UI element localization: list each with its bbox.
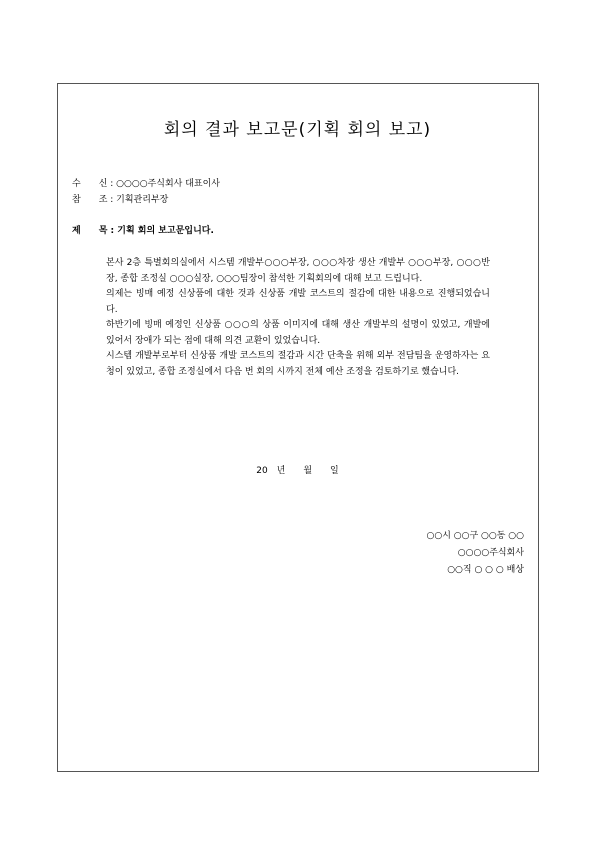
subject-value: 기획 회의 보고문입니다. — [117, 226, 214, 236]
signature-block — [427, 528, 525, 579]
body-paragraph: 시스템 개발부로부터 신상품 개발 코스트의 절감과 시간 단축을 위해 외부 전담팀을 운영하자는 요청이 있었고, 종합 조정실에서 다음 번 회의 시까지 전체 예산 조정을 검토하기로 했습니다. — [106, 351, 490, 377]
body-paragraph: 의제는 빙매 예정 신상품에 대한 것과 신상품 개발 코스트의 절감에 대한 내용으로 진행되었습니다. — [106, 289, 490, 315]
sender-address: ○○시 ○○구 ○○동 ○○ — [426, 531, 524, 541]
report-body — [106, 256, 490, 380]
document-date: 20 년 월 일 — [256, 466, 339, 476]
recipient-label: 수 신 : — [72, 179, 114, 189]
sender-signature: ○○직 ○ ○ ○ 배상 — [447, 565, 524, 575]
recipient-row — [72, 176, 220, 189]
body-paragraph: 본사 2층 특별회의실에서 시스템 개발부○○○부장, ○○○차장 생산 개발부 ○○○부장, ○○○반장, 종합 조정실 ○○○실장, ○○○팀장이 참석한 기획회의에 대해 보고 드립니다. — [106, 258, 490, 284]
reference-row — [72, 192, 168, 205]
sender-company: ○○○○주식회사 — [457, 548, 524, 558]
recipient-value: ○○○○주식회사 대표이사 — [116, 179, 220, 189]
body-paragraph: 하반기에 빙매 예정인 신상품 ○○○의 상품 이미지에 대해 생산 개발부의 설명이 있었고, 개발에 있어서 장애가 되는 점에 대해 의견 교환이 있었습니다. — [106, 320, 490, 346]
reference-label: 참 조 : — [72, 195, 114, 205]
document-title: 회의 결과 보고문(기획 회의 보고) — [163, 120, 432, 140]
subject-label: 제 목 : — [72, 226, 115, 236]
reference-value: 기획관리부장 — [116, 195, 169, 205]
subject-row — [72, 223, 214, 236]
